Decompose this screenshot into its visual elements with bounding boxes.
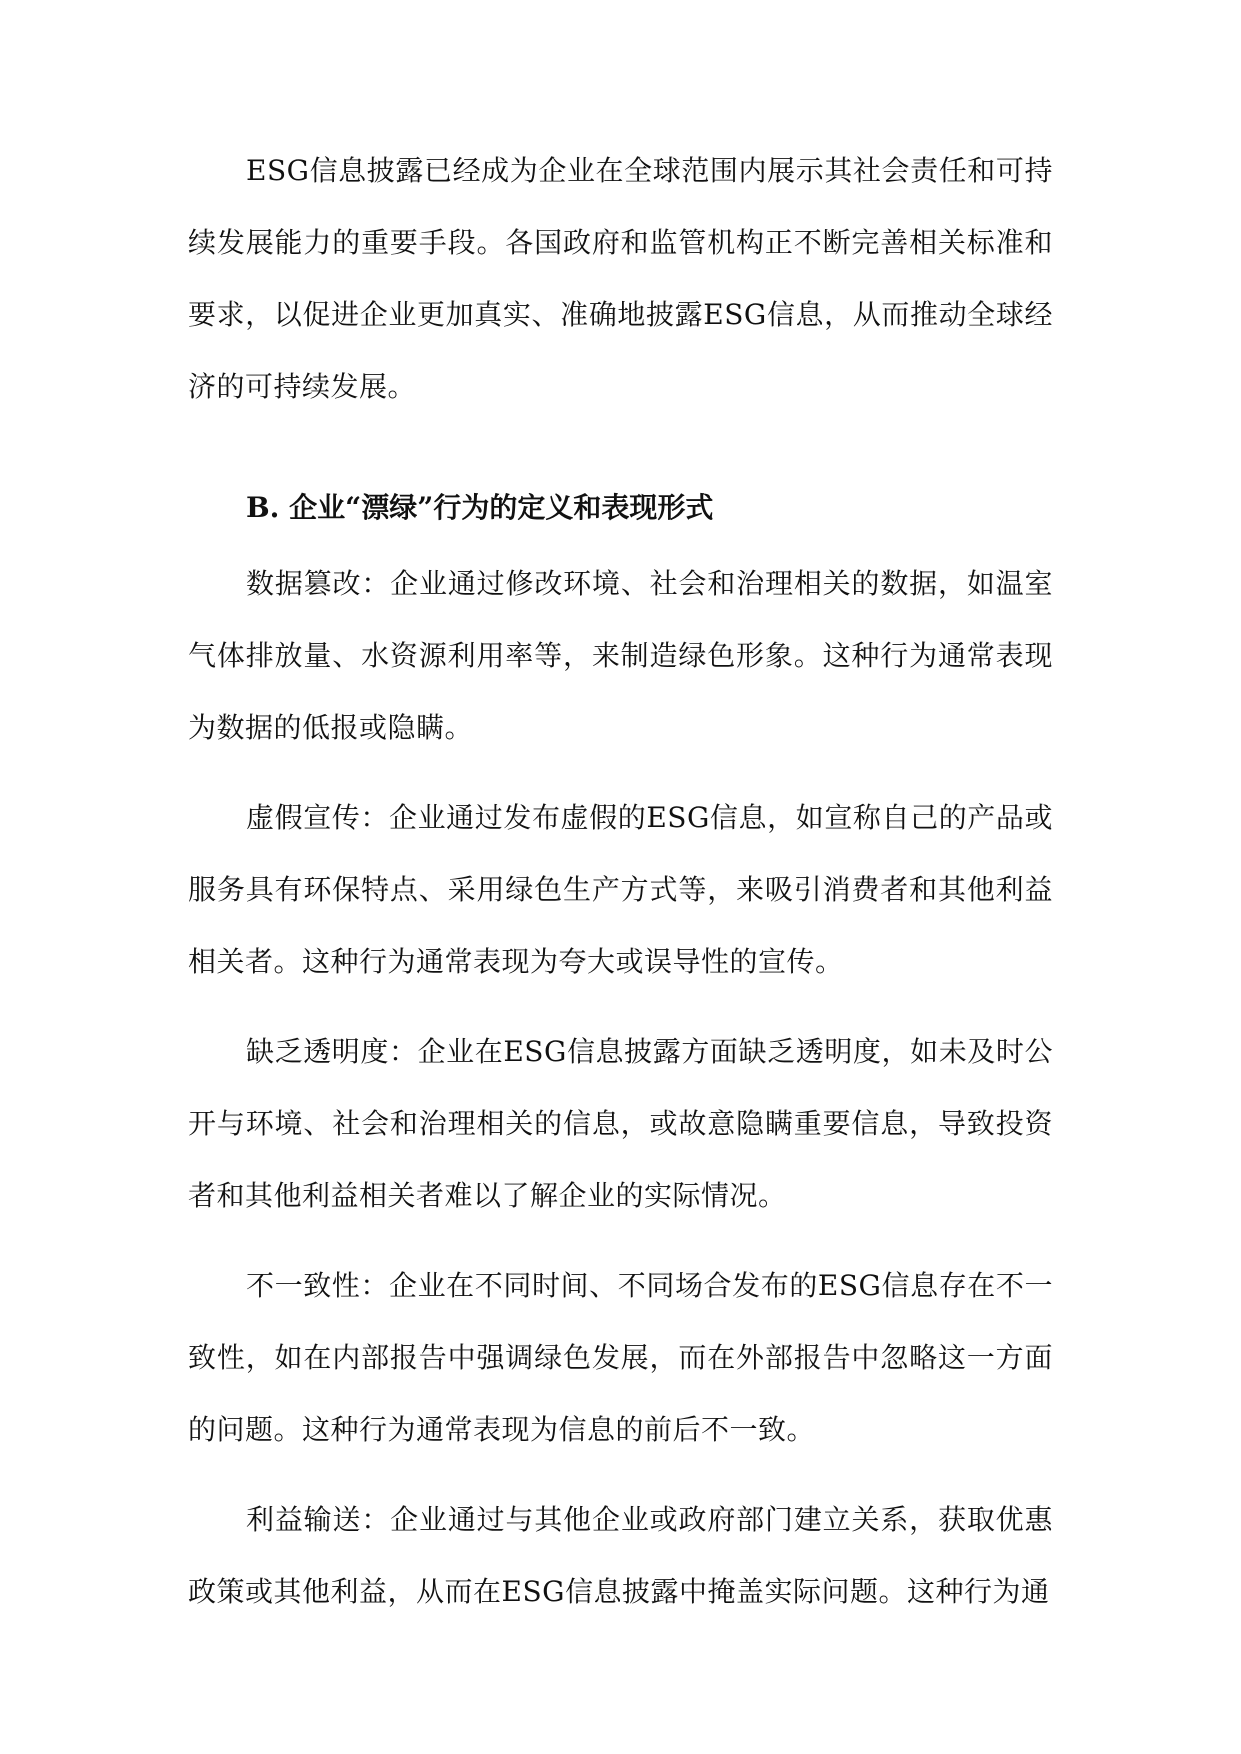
paragraph-false-advertising: 虚假宣传：企业通过发布虚假的ESG信息，如宣称自己的产品或服务具有环保特点、采用绿色生产方式等，来吸引消费者和其他利益相关者。这种行为通常表现为夸大或误导性的宣传。 [188,801,1053,978]
paragraph-benefit-transfer: 利益输送：企业通过与其他企业或政府部门建立关系，获取优惠政策或其他利益，从而在ESG信息披露中掩盖实际问题。这种行为通 [188,1503,1053,1608]
paragraph-data-tampering: 数据篡改：企业通过修改环境、社会和治理相关的数据，如温室气体排放量、水资源利用率等，来制造绿色形象。这种行为通常表现为数据的低报或隐瞒。 [188,567,1053,744]
paragraph-lack-of-transparency: 缺乏透明度：企业在ESG信息披露方面缺乏透明度，如未及时公开与环境、社会和治理相关的信息，或故意隐瞒重要信息，导致投资者和其他利益相关者难以了解企业的实际情况。 [188,1035,1053,1212]
intro-paragraph: ESG信息披露已经成为企业在全球范围内展示其社会责任和可持续发展能力的重要手段。各国政府和监管机构正不断完善相关标准和要求，以促进企业更加真实、准确地披露ESG信息，从而推动全球经济的可持续发展。 [188,154,1053,403]
section-heading: B. 企业“漂绿”行为的定义和表现形式 [246,491,714,524]
paragraph-inconsistency: 不一致性：企业在不同时间、不同场合发布的ESG信息存在不一致性，如在内部报告中强调绿色发展，而在外部报告中忽略这一方面的问题。这种行为通常表现为信息的前后不一致。 [188,1269,1053,1446]
